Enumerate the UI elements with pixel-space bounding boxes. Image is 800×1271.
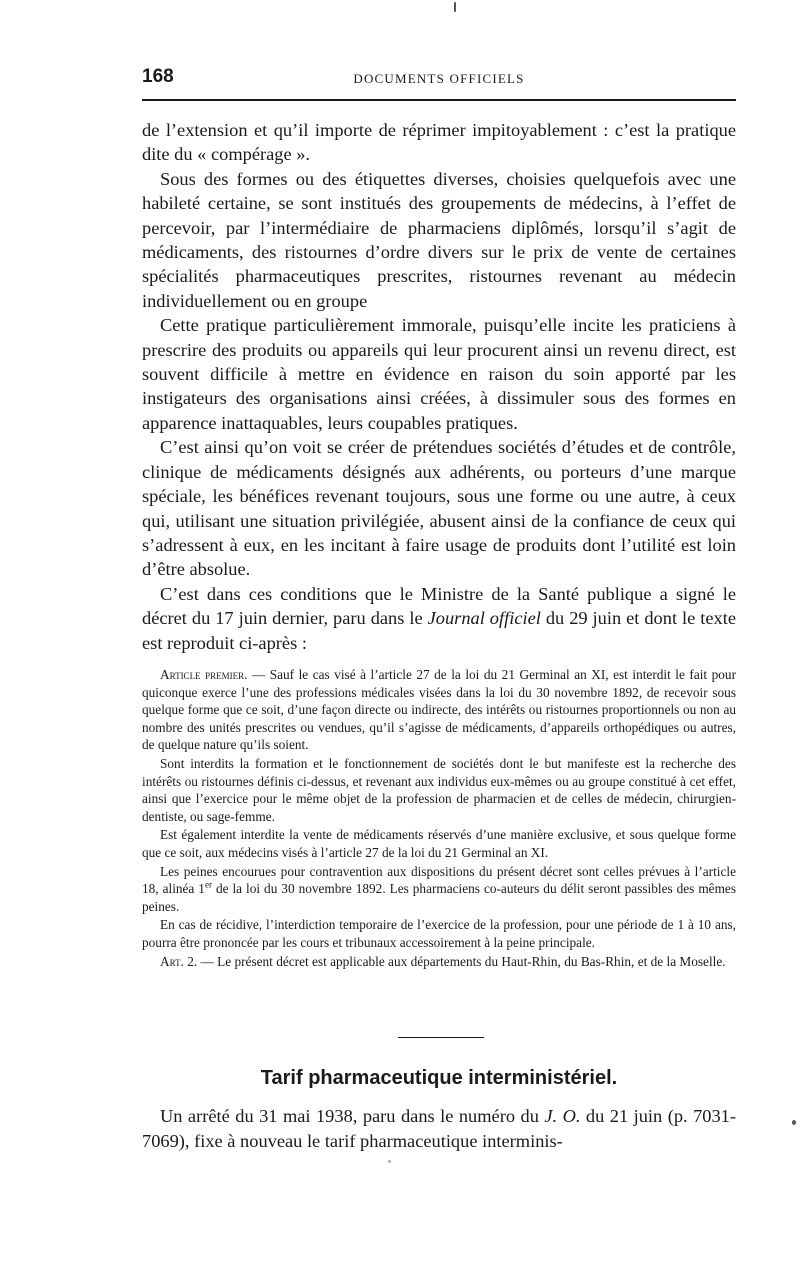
paragraph [142,1104,736,1154]
journal-title: Journal officiel [427,608,541,629]
text-run: Un arrêté du 31 mai 1938, paru dans le numéro du [160,1106,545,1126]
decree-paragraph: En cas de récidive, l’interdiction temporaire de l’exercice de la profession, pour une période de 1 à 10 ans, pourra être prononcée par les cours et tribunaux accessoirement à la peine principale. [142,917,736,950]
article-text: — Le présent décret est applicable aux départements du Haut-Rhin, du Bas-Rhin, et de la Moselle. [197,953,726,969]
article-1 [142,666,736,754]
text-run: C’est dans ces conditions que le Ministre de la Santé publique a signé le décret du 17 juin dernier, paru dans le [142,583,736,629]
decree-paragraph [142,863,736,916]
paragraph: C’est ainsi qu’on voit se créer de prétendues sociétés d’études et de contrôle, clinique de médicaments désignés aux adhérents, ou porteurs d’une marque spéciale, les bénéfices revenant toujours, sous une forme ou une autre, à ceux qui, utilisant une situation privilégiée, abusent ainsi de la confiance de ceux qui s’adressent à eux, en les incitant à faire usage de produits dont l’utilité est loin d’être absolue. [142,437,736,580]
article-label: Article premier. [160,667,248,682]
article-text: — Sauf le cas visé à l’article 27 de la loi du 21 Germinal an XI, est interdit le fait pour quiconque exerce l’une des professions médicales visées dans la loi du 30 novembre 1892, de recevoir sous quelque forme que ce soit, d’une façon directe ou indirecte, des intérêts ou ristournes proportionnels ou non au nombre des unités prescrites ou vendues, qu’il s’agisse de médicaments, d’appareils orthopédiques ou autres, de quelque nature qu’ils soient. [142,667,736,753]
page-header [142,66,736,90]
section-title: Tarif pharmaceutique interministériel. [260,1067,618,1089]
paragraph-continuation: de l’extension et qu’il importe de réprimer impitoyablement : c’est la pratique dite du « compérage ». [142,120,736,165]
superscript: er [204,879,212,890]
journal-abbrev: J. O. [544,1106,581,1126]
text-run: de la loi du 30 novembre 1892. Les pharmaciens co-auteurs du délit seront passibles des mêmes peines. [142,881,736,914]
text-run: du 21 juin (p. 7031-7069), fixe à nouveau le tarif pharmaceutique interminis- [142,1106,736,1151]
article-2 [142,953,736,971]
text-run: du 29 juin et dont le texte est reproduit ci-après : [142,608,736,653]
paragraph: Sous des formes ou des étiquettes diverses, choisies quelquefois avec une habileté certaine, se sont institués des groupements de médecins, à l’effet de percevoir, par l’intermédiaire de pharmaciens diplômés, lorsqu’il s’agit de médicaments, des ristournes d’ordre divers sur le prix de vente de certaines spécialités pharmaceutiques prescrites, ristournes revenant au médecin individuellement ou en groupe [142,168,736,311]
scan-speck [388,1160,391,1163]
section-text [142,1104,736,1154]
decree-paragraph: Est également interdite la vente de médicaments réservés d’une manière exclusive, et sous quelque forme que ce soit, aux médecins visés à l’article 27 de la loi du 21 Germinal an XI. [142,827,736,860]
page-number: 168 [142,66,174,87]
header-rule [142,99,736,101]
scan-speck [454,2,456,12]
main-text [142,118,736,655]
section-divider [398,1037,484,1038]
text-run: Les peines encourues pour contravention aux dispositions du présent décret sont celles prévues à l’article 18, alinéa 1 [142,863,736,897]
running-head: DOCUMENTS OFFICIELS [353,71,525,86]
paragraph [142,582,736,655]
decree-text [142,666,736,971]
paragraph: Cette pratique particulièrement immorale, puisqu’elle incite les praticiens à prescrire des produits ou appareils qui leur procurent ainsi un revenu direct, est souvent difficile à mettre en évidence en raison du soin apporté par les instigateurs des organisations ainsi créées, à dissimuler sous des formes en apparence inattaquables, leurs coupables pratiques. [142,315,736,433]
scan-speck [792,1120,796,1125]
article-label: Art. 2. [160,953,198,969]
decree-paragraph: Sont interdits la formation et le fonctionnement de sociétés dont le but manifeste est la recherche des intérêts ou ristournes définis ci-dessus, et revenant aux individus eux-mêmes ou au groupe constitué à cet effet, ainsi que l’exercice pour le même objet de la profession de pharmacien et de celles de médecin, chirurgien-dentiste, ou sage-femme. [142,755,736,824]
